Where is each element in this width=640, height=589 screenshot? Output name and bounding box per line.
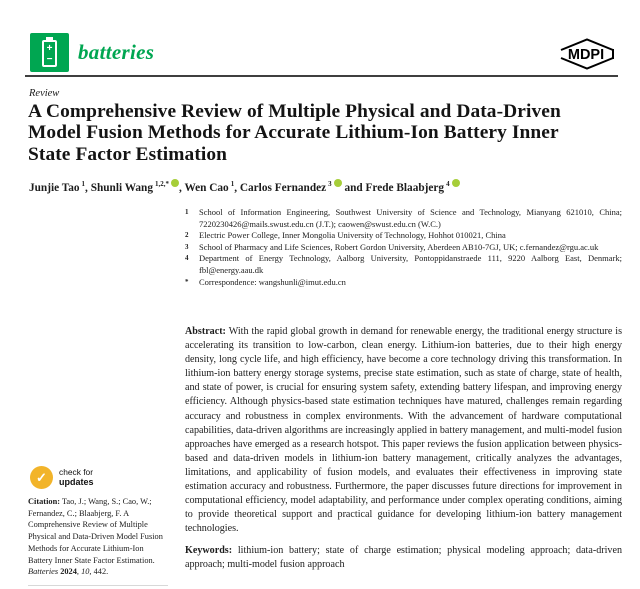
correspondence-marker: *: [185, 277, 189, 286]
affiliation-text: Department of Energy Technology, Aalborg University, Pontoppidanstraede 111, 9220 Aalborg East, Denmark; fbl@energy.aau.dk: [199, 253, 622, 275]
mdpi-logo[interactable]: [556, 36, 618, 77]
citation-year: 2024: [58, 567, 77, 577]
correspondence-line: [185, 277, 622, 289]
abstract-label: Abstract:: [185, 326, 226, 337]
author-1: Junjie Tao $^1$,: [29, 180, 91, 194]
journal-name: batteries: [78, 40, 155, 64]
title-line-1: A Comprehensive Review of Multiple Physical and Data-Driven: [28, 101, 561, 122]
orcid-icon[interactable]: [452, 179, 460, 187]
citation-volume: 10: [81, 567, 90, 577]
keywords-label: Keywords:: [185, 545, 233, 556]
affiliation-1: [185, 207, 622, 230]
keywords-text: lithium-ion battery; state of charge estimation; physical modeling approach; data-driven approach; multi-model fusion approach: [185, 545, 622, 571]
affiliation-number: 2: [185, 231, 189, 240]
check-for-updates-badge[interactable]: [30, 466, 94, 489]
battery-body: [42, 40, 57, 67]
citation-label: Citation:: [28, 497, 60, 506]
sidebar-divider: [28, 585, 168, 586]
affiliation-text: School of Pharmacy and Life Sciences, Robert Gordon University, Aberdeen AB10-7GJ, UK; c.fernandez@rgu.ac.uk: [199, 241, 599, 252]
paper-title: [28, 101, 620, 165]
affiliation-text: Electric Power College, Inner Mongolia University of Technology, Hohhot 010021, China: [199, 230, 506, 241]
keywords: [185, 544, 622, 573]
citation-journal: Batteries: [28, 567, 59, 577]
header-divider: [25, 75, 618, 77]
correspondence-text: Correspondence: wangshunli@imut.edu.cn: [199, 276, 346, 287]
title-line-3: State Factor Estimation: [28, 143, 228, 165]
author-2: Shunli Wang $^{1,2,*}$ ,: [90, 180, 185, 194]
citation-block: [28, 496, 170, 578]
affiliation-text: School of Information Engineering, Southwest University of Science and Technology, Mianyang 621010, China; 7220230426@mails.swust.edu.cn (J.T.); caowen@swust.edu.cn (W.C.): [199, 207, 622, 229]
check-for-updates-label: check for updates: [59, 467, 94, 487]
journal-logo[interactable]: [30, 33, 154, 72]
author-4: Carlos Fernandez $^3$ and: [239, 180, 366, 194]
check-icon: ✓: [30, 466, 53, 489]
title-line-2: Model Fusion Methods for Accurate Lithium-Ion Battery Inner: [28, 122, 559, 144]
battery-minus-icon: −: [46, 54, 53, 65]
battery-plus-icon: +: [46, 43, 53, 54]
authors-line: [29, 179, 629, 194]
affiliation-2: [185, 230, 622, 242]
battery-icon: [30, 33, 69, 72]
abstract: [185, 325, 622, 536]
citation-body: Tao, J.; Wang, S.; Cao, W.; Fernandez, C.; Blaabjerg, F. A Comprehensive Review of Multiple Physical and Data-Driven Model Fusion Methods for Accurate Lithium-Ion Battery Inner State Factor Estimation.: [28, 497, 163, 565]
mdpi-wordmark: MDPI: [567, 47, 605, 63]
affiliation-number: 3: [185, 242, 189, 251]
orcid-icon[interactable]: [171, 179, 179, 187]
orcid-icon[interactable]: [334, 179, 342, 187]
affiliation-number: 4: [185, 254, 189, 263]
affiliation-3: [185, 242, 622, 254]
affiliation-number: 1: [185, 208, 189, 216]
article-type-label: Review: [29, 88, 60, 99]
author-3: Wen Cao $^1$,: [184, 180, 240, 194]
affiliation-4: [185, 253, 622, 276]
author-5: Frede Blaabjerg $^4$: [366, 182, 460, 194]
citation-pages: , 442.: [89, 567, 109, 577]
citation-sep: ,: [76, 567, 82, 577]
abstract-text: With the rapid global growth in demand for renewable energy, the traditional energy structure is accelerating its transition to low-carbon, clean energy. Lithium-ion batteries, due to their high energy density, long cycle life, and high efficiency, have become a core technology driving this transformation. In lithium-ion battery energy storage systems, precise state estimation, such as state of charge, state of health, and state of power, is crucial for ensuring system safety, extending battery lifespan, and improving energy efficiency. Although physics-based state estimation techniques have matured, challenges remain regarding accuracy and robustness in complex environments. With the advancement of hardware computational capabilities, data-driven algorithms are increasingly applied in battery management, and multi-model fusion approaches have emerged as a research hotspot. This paper reviews the fusion application between physics-based and data-driven models in lithium-ion battery management, critically analyzes the advantages, limitations, and applicability of fusion models, and evaluates their effectiveness in improving state estimation accuracy and robustness. Furthermore, the paper discusses future directions for improvement in computational efficiency, model adaptability, and performance under complex operating conditions, aiming to provide theoretical support and practical guidance for developing lithium-ion battery management technologies.: [185, 326, 623, 535]
affiliations-list: [185, 207, 622, 288]
